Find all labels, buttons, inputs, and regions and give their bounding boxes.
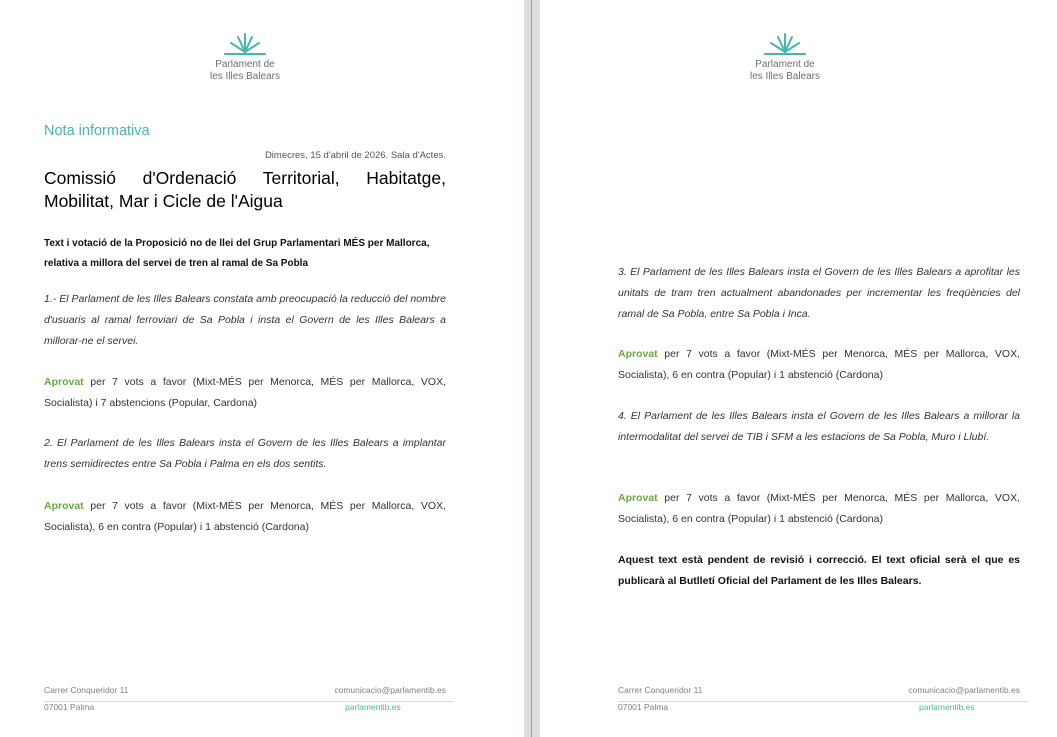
point-4: 4. El Parlament de les Illes Balears insta el Govern de les Illes Balears a millorar la intermodalitat del servei de TIB i SFM a les estacions de Sa Pobla, Muro i Llubí. xyxy=(618,410,1020,443)
page-gap xyxy=(524,0,540,737)
session-date: Dimecres, 15 d'abril de 2026. Sala d'Actes. xyxy=(264,150,446,161)
disclaimer: Aquest text està pendent de revisió i correcció. El text oficial serà el que es publicarà al Butlletí Oficial del Parlament de les Illes Balears. xyxy=(618,554,1020,587)
sunburst-logo-icon xyxy=(223,32,267,56)
document-page-1 xyxy=(0,0,524,737)
footer-website-link[interactable]: parlamentib.es xyxy=(345,702,401,712)
footer-address-1b: Carrer Conqueridor 11 xyxy=(618,685,703,695)
vote-status-1: Aprovat xyxy=(44,376,84,388)
vote-detail-4: per 7 vots a favor (Mixt-MÉS per Menorca, MÉS per Mallorca, VOX, Socialista), 6 en contra (Popular) i 1 abstenció (Cardona) xyxy=(618,492,1020,525)
footer-address-2b: 07001 Palma xyxy=(618,702,669,712)
vote-result-4 xyxy=(618,488,1020,530)
vote-result-1 xyxy=(44,372,446,414)
page-separator xyxy=(531,0,532,737)
parliament-logo-2 xyxy=(725,32,845,83)
footer-address-2: 07001 Palma xyxy=(44,702,95,712)
point-1: 1.- El Parlament de les Illes Balears constata amb preocupació la reducció del nombre d'usuaris al ramal ferroviari de Sa Pobla i insta el Govern de les Illes Balears a millorar-ne el servei. xyxy=(44,293,446,347)
committee-title: Comissió d'Ordenació Territorial, Habitatge, Mobilitat, Mar i Cicle de l'Aigua xyxy=(44,168,446,211)
proposal-subtitle: Text i votació de la Proposició no de llei del Grup Parlamentari MÉS per Mallorca, relativa a millora del servei de tren al ramal de Sa Pobla xyxy=(44,238,430,269)
footer-email[interactable]: comunicacio@parlamentib.es xyxy=(334,685,446,695)
logo-line-2b: les Illes Balears xyxy=(749,71,821,82)
vote-status-4: Aprovat xyxy=(618,492,658,504)
document-label: Nota informativa xyxy=(44,123,150,139)
sunburst-logo-icon-2 xyxy=(763,32,807,56)
logo-line-1b: Parlament de xyxy=(755,59,815,70)
footer-email-2[interactable]: comunicacio@parlamentib.es xyxy=(908,685,1020,695)
footer-website-link-2[interactable]: parlamentib.es xyxy=(919,702,975,712)
vote-detail-3: per 7 vots a favor (Mixt-MÉS per Menorca, MÉS per Mallorca, VOX, Socialista), 6 en contra (Popular) i 1 abstenció (Cardona) xyxy=(618,348,1020,381)
vote-detail-1: per 7 vots a favor (Mixt-MÉS per Menorca, MÉS per Mallorca, VOX, Socialista) i 7 abstencions (Popular, Cardona) xyxy=(44,376,446,409)
vote-status-2: Aprovat xyxy=(44,500,84,512)
vote-status-3: Aprovat xyxy=(618,348,658,360)
logo-text-2 xyxy=(725,59,845,83)
logo-text xyxy=(185,59,305,83)
vote-detail-2: per 7 vots a favor (Mixt-MÉS per Menorca, MÉS per Mallorca, VOX, Socialista), 6 en contra (Popular) i 1 abstenció (Cardona) xyxy=(44,500,446,533)
logo-line-2: les Illes Balears xyxy=(209,71,281,82)
point-2: 2. El Parlament de les Illes Balears insta el Govern de les Illes Balears a implantar trens semidirectes entre Sa Pobla i Palma en els dos sentits. xyxy=(44,437,446,470)
logo-line-1: Parlament de xyxy=(215,59,275,70)
footer-address-1: Carrer Conqueridor 11 xyxy=(44,685,129,695)
point-3: 3. El Parlament de les Illes Balears insta el Govern de les Illes Balears a aprofitar les unitats de tram tren actualment abandonades per incrementar les freqüències del ramal de Sa Pobla, entre Sa Pobla i Inca. xyxy=(618,266,1020,320)
parliament-logo xyxy=(185,32,305,83)
vote-result-2 xyxy=(44,496,446,538)
vote-result-3 xyxy=(618,344,1020,386)
